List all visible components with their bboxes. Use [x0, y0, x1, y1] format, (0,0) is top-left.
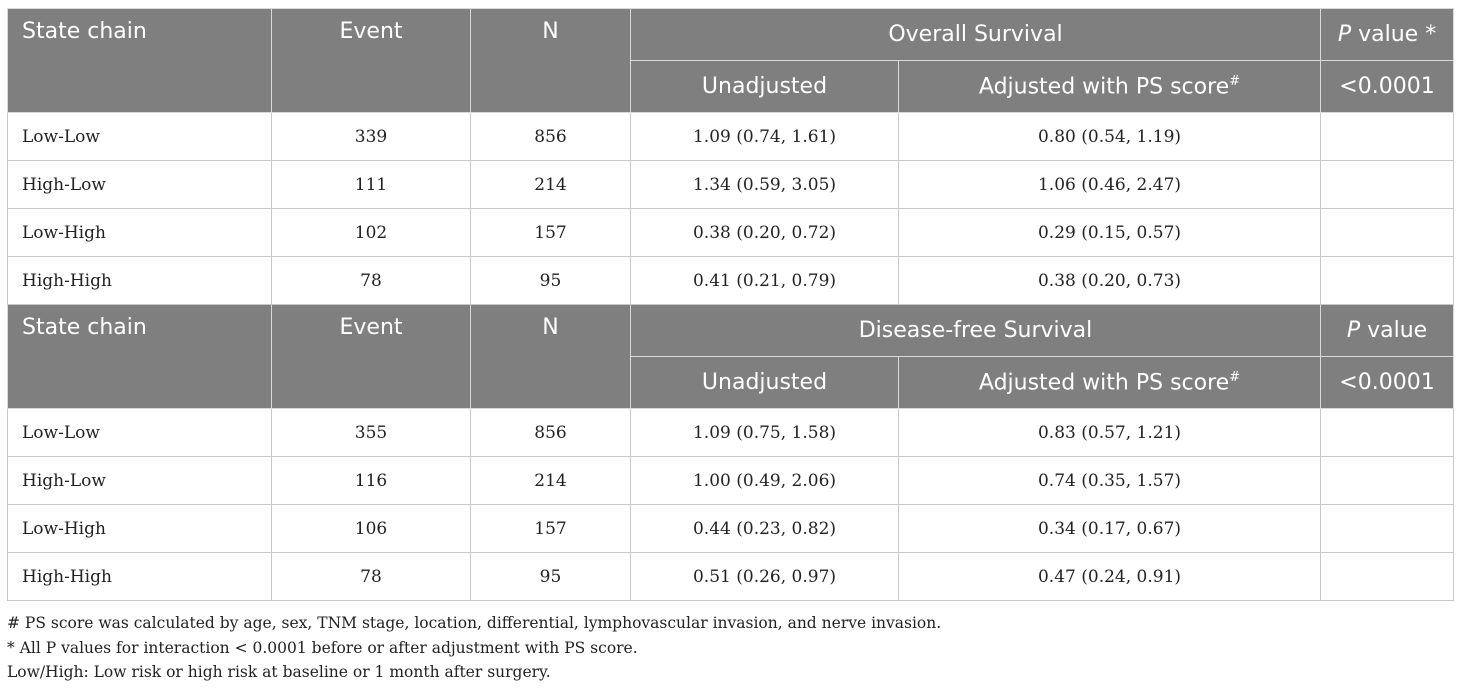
adjusted-cell: 0.29 (0.15, 0.57): [899, 209, 1321, 257]
col-event-header: Event: [272, 9, 471, 113]
adjusted-cell: 0.80 (0.54, 1.19): [899, 113, 1321, 161]
p-empty-cell: [1321, 257, 1454, 305]
adjusted-cell: 0.47 (0.24, 0.91): [899, 553, 1321, 601]
table-row: [8, 457, 1454, 505]
table-row: [8, 113, 1454, 161]
sub-header-unadjusted: Unadjusted: [631, 61, 899, 113]
survival-table-container: [7, 8, 1453, 601]
n-cell: 95: [471, 257, 631, 305]
header-row: [8, 9, 1454, 61]
adjusted-cell: 0.83 (0.57, 1.21): [899, 409, 1321, 457]
unadjusted-cell: 0.41 (0.21, 0.79): [631, 257, 899, 305]
n-cell: 214: [471, 161, 631, 209]
table-row: [8, 161, 1454, 209]
p-empty-cell: [1321, 209, 1454, 257]
state-chain-cell: Low-Low: [8, 113, 272, 161]
event-cell: 78: [272, 553, 471, 601]
sub-header-adjusted: Adjusted with PS score#: [899, 357, 1321, 409]
event-cell: 355: [272, 409, 471, 457]
table-row: [8, 505, 1454, 553]
p-value-header: P value *: [1321, 9, 1454, 61]
state-chain-cell: High-High: [8, 257, 272, 305]
n-cell: 95: [471, 553, 631, 601]
state-chain-cell: Low-High: [8, 209, 272, 257]
group-header-disease-free-survival: Disease-free Survival: [631, 305, 1321, 357]
unadjusted-cell: 0.44 (0.23, 0.82): [631, 505, 899, 553]
sub-header-adjusted: Adjusted with PS score#: [899, 61, 1321, 113]
col-n-header: N: [471, 305, 631, 409]
p-empty-cell: [1321, 161, 1454, 209]
p-empty-cell: [1321, 505, 1454, 553]
p-value-cell: <0.0001: [1321, 61, 1454, 113]
unadjusted-cell: 0.38 (0.20, 0.72): [631, 209, 899, 257]
col-state-chain-header: State chain: [8, 9, 272, 113]
event-cell: 339: [272, 113, 471, 161]
p-value-header: P value: [1321, 305, 1454, 357]
adjusted-cell: 0.34 (0.17, 0.67): [899, 505, 1321, 553]
p-empty-cell: [1321, 113, 1454, 161]
p-empty-cell: [1321, 409, 1454, 457]
state-chain-cell: High-Low: [8, 161, 272, 209]
n-cell: 856: [471, 409, 631, 457]
table-row: [8, 409, 1454, 457]
event-cell: 106: [272, 505, 471, 553]
footnote-ps-score: # PS score was calculated by age, sex, TNM stage, location, differential, lymphovascular invasion, and nerve invasion.: [7, 614, 942, 632]
unadjusted-cell: 1.09 (0.75, 1.58): [631, 409, 899, 457]
n-cell: 157: [471, 505, 631, 553]
unadjusted-cell: 1.00 (0.49, 2.06): [631, 457, 899, 505]
adjusted-cell: 0.38 (0.20, 0.73): [899, 257, 1321, 305]
footnote-mark: #: [1229, 369, 1241, 385]
footnote-low-high: Low/High: Low risk or high risk at baseline or 1 month after surgery.: [7, 663, 551, 681]
state-chain-cell: High-High: [8, 553, 272, 601]
state-chain-cell: Low-Low: [8, 409, 272, 457]
table-row: [8, 209, 1454, 257]
adjusted-cell: 1.06 (0.46, 2.47): [899, 161, 1321, 209]
col-n-header: N: [471, 9, 631, 113]
p-value-footnote-mark: *: [1425, 22, 1437, 47]
event-cell: 78: [272, 257, 471, 305]
sub-header-unadjusted: Unadjusted: [631, 357, 899, 409]
n-cell: 214: [471, 457, 631, 505]
group-header-overall-survival: Overall Survival: [631, 9, 1321, 61]
unadjusted-cell: 1.09 (0.74, 1.61): [631, 113, 899, 161]
adjusted-cell: 0.74 (0.35, 1.57): [899, 457, 1321, 505]
col-event-header: Event: [272, 305, 471, 409]
header-row: [8, 305, 1454, 357]
survival-table: [7, 8, 1454, 601]
p-empty-cell: [1321, 553, 1454, 601]
table-footnotes: [7, 611, 941, 685]
event-cell: 116: [272, 457, 471, 505]
table-row: [8, 553, 1454, 601]
footnote-p-values: * All P values for interaction < 0.0001 before or after adjustment with PS score.: [7, 638, 638, 657]
table-row: [8, 257, 1454, 305]
unadjusted-cell: 1.34 (0.59, 3.05): [631, 161, 899, 209]
unadjusted-cell: 0.51 (0.26, 0.97): [631, 553, 899, 601]
n-cell: 157: [471, 209, 631, 257]
state-chain-cell: High-Low: [8, 457, 272, 505]
p-empty-cell: [1321, 457, 1454, 505]
event-cell: 102: [272, 209, 471, 257]
event-cell: 111: [272, 161, 471, 209]
state-chain-cell: Low-High: [8, 505, 272, 553]
col-state-chain-header: State chain: [8, 305, 272, 409]
footnote-mark: #: [1229, 73, 1241, 89]
p-value-cell: <0.0001: [1321, 357, 1454, 409]
n-cell: 856: [471, 113, 631, 161]
